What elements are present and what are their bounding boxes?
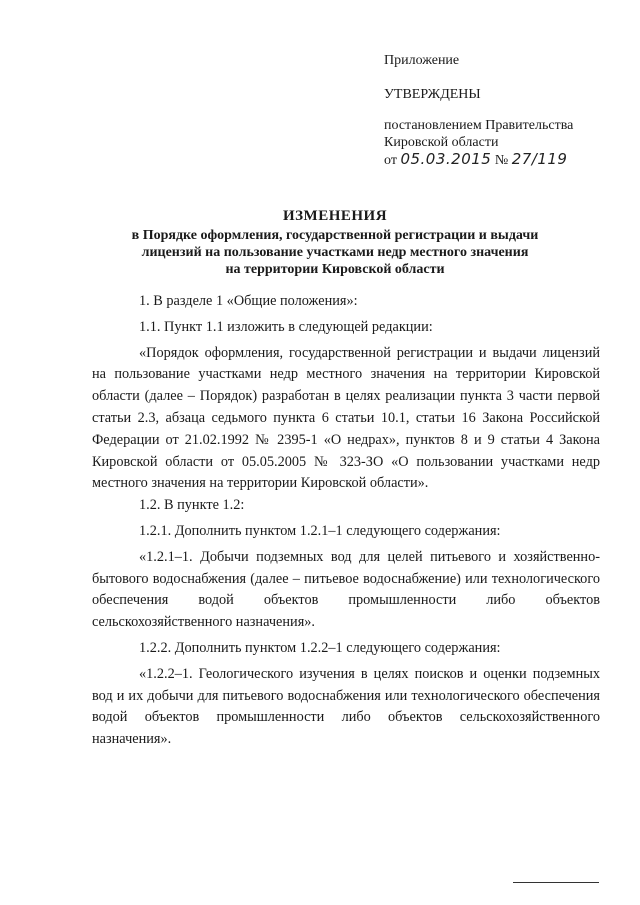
document-body (92, 291, 600, 755)
footer-rule (513, 882, 599, 883)
approved-label: УТВЕРЖДЕНЫ (384, 87, 481, 102)
handwritten-number: 27/119 (511, 150, 568, 168)
resolution-line-1: постановлением Правительства (384, 118, 574, 133)
document-title (60, 208, 610, 278)
title-main: ИЗМЕНЕНИЯ (282, 208, 388, 224)
title-line-3: на территории Кировской области (225, 262, 445, 277)
date-prefix: от (384, 153, 397, 168)
paragraph-1-2-1-text: «1.2.1–1. Добычи подземных вод для целей питьевого и хозяйственно-бытового водоснабжения (далее – питьевое водоснабжение) или технологического обеспечения водой объектов промышленности либо объектов сельскохозяйственного назначения». (92, 548, 600, 631)
paragraph-1-2-2-text: «1.2.2–1. Геологического изучения в целях поисков и оценки подземных вод и их добычи для питьевого водоснабжения или технологического обеспечения водой объектов промышленности либо объектов сельскохозяйственного назначения». (92, 665, 600, 748)
paragraph-1-2-1: 1.2.1. Дополнить пунктом 1.2.1–1 следующего содержания: (139, 522, 501, 539)
resolution-date-number (384, 151, 624, 169)
number-prefix: № (494, 153, 509, 168)
appendix-label: Приложение (384, 53, 460, 68)
paragraph-1: 1. В разделе 1 «Общие положения»: (139, 293, 358, 309)
resolution-line-2: Кировской области (384, 135, 499, 150)
paragraph-1-2: 1.2. В пункте 1.2: (139, 497, 245, 514)
paragraph-1-1-text: «Порядок оформления, государственной регистрации и выдачи лицензий на пользование участками недр местного значения на территории Кировской области (далее – Порядок) разработан в целях реализации пункта 3 части первой статьи 2.3, абзаца седьмого пункта 6 статьи 10.1, статьи 16 Закона Российской Федерации от 21.02.1992 № 2395-1 «О недрах», пунктов 8 и 9 статьи 4 Закона Кировской области от 05.05.2005 № 323-ЗО «О пользовании участками недр местного значения на территории Кировской области». (92, 344, 600, 492)
handwritten-date: 05.03.2015 (400, 150, 492, 168)
paragraph-1-1: 1.1. Пункт 1.1 изложить в следующей редакции: (139, 318, 433, 335)
title-line-1: в Порядке оформления, государственной регистрации и выдачи (131, 228, 539, 243)
paragraph-1-2-2: 1.2.2. Дополнить пунктом 1.2.2–1 следующего содержания: (139, 639, 501, 656)
title-line-2: лицензий на пользование участками недр местного значения (141, 245, 529, 260)
approval-header (384, 52, 624, 169)
